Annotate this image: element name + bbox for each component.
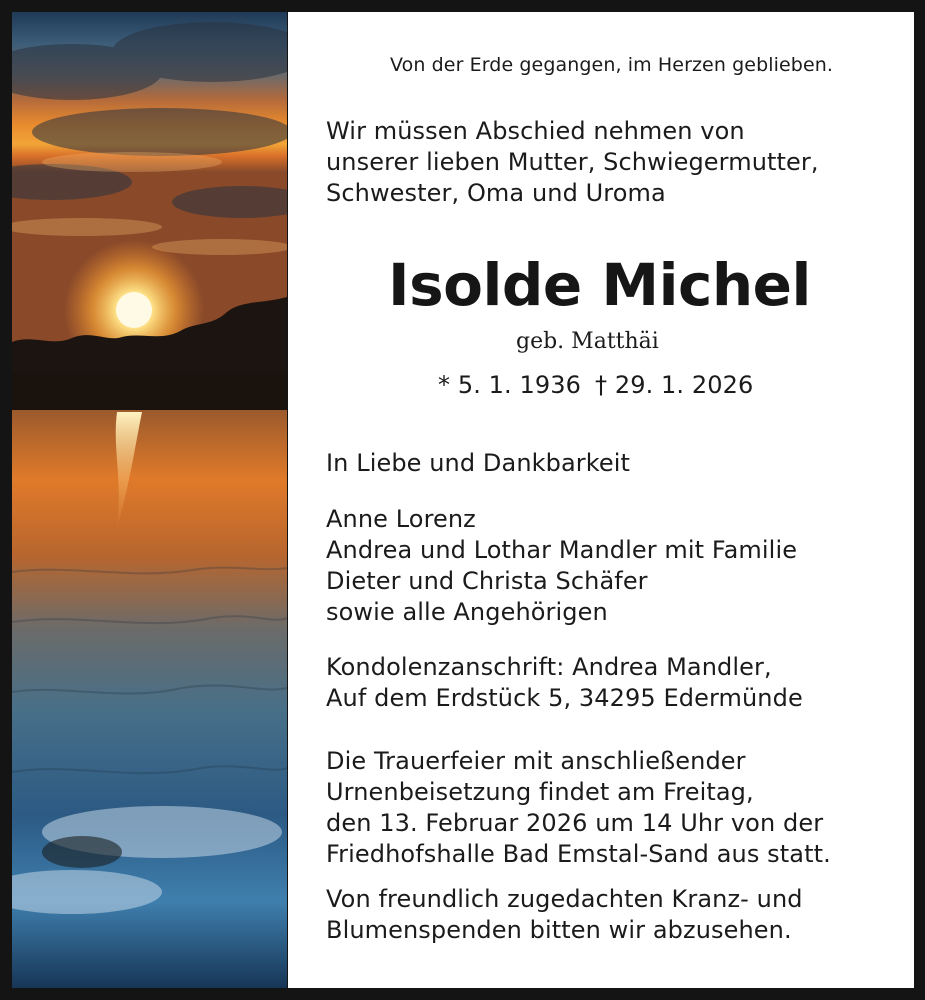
death-date: † 29. 1. 2026 bbox=[595, 371, 754, 399]
flowers-note bbox=[326, 884, 803, 946]
service-line: den 13. Februar 2026 um 14 Uhr von der bbox=[326, 809, 824, 837]
intro-line: unserer lieben Mutter, Schwiegermutter, bbox=[326, 148, 819, 176]
intro-line: Wir müssen Abschied nehmen von bbox=[326, 117, 745, 145]
mourners-list bbox=[326, 504, 797, 628]
thanks-line: In Liebe und Dankbarkeit bbox=[326, 449, 631, 477]
sunset-lake-photo bbox=[12, 12, 287, 988]
maiden-name: geb. Matthäi bbox=[516, 329, 659, 354]
intro-text bbox=[326, 116, 819, 209]
intro-line: Schwester, Oma und Uroma bbox=[326, 179, 666, 207]
service-line: Friedhofshalle Bad Emstal-Sand aus statt. bbox=[326, 840, 831, 868]
condolence-address bbox=[326, 652, 803, 714]
mourner: Dieter und Christa Schäfer bbox=[326, 567, 648, 595]
mourner: Anne Lorenz bbox=[326, 505, 476, 533]
service-line: Urnenbeisetzung findet am Freitag, bbox=[326, 778, 754, 806]
funeral-service-info bbox=[326, 746, 831, 870]
address-line: Auf dem Erdstück 5, 34295 Edermünde bbox=[326, 684, 803, 712]
mourner: Andrea und Lothar Mandler mit Familie bbox=[326, 536, 798, 564]
flowers-line: Von freundlich zugedachten Kranz- und bbox=[326, 885, 803, 913]
flowers-line: Blumenspenden bitten wir abzusehen. bbox=[326, 916, 792, 944]
motto: Von der Erde gegangen, im Herzen geblieben. bbox=[390, 54, 834, 76]
service-line: Die Trauerfeier mit anschließender bbox=[326, 747, 746, 775]
birth-date: * 5. 1. 1936 bbox=[438, 371, 581, 399]
mourner: sowie alle Angehörigen bbox=[326, 598, 608, 626]
obituary-text-panel bbox=[288, 12, 914, 988]
address-line: Kondolenzanschrift: Andrea Mandler, bbox=[326, 653, 772, 681]
deceased-name: Isolde Michel bbox=[388, 251, 811, 319]
